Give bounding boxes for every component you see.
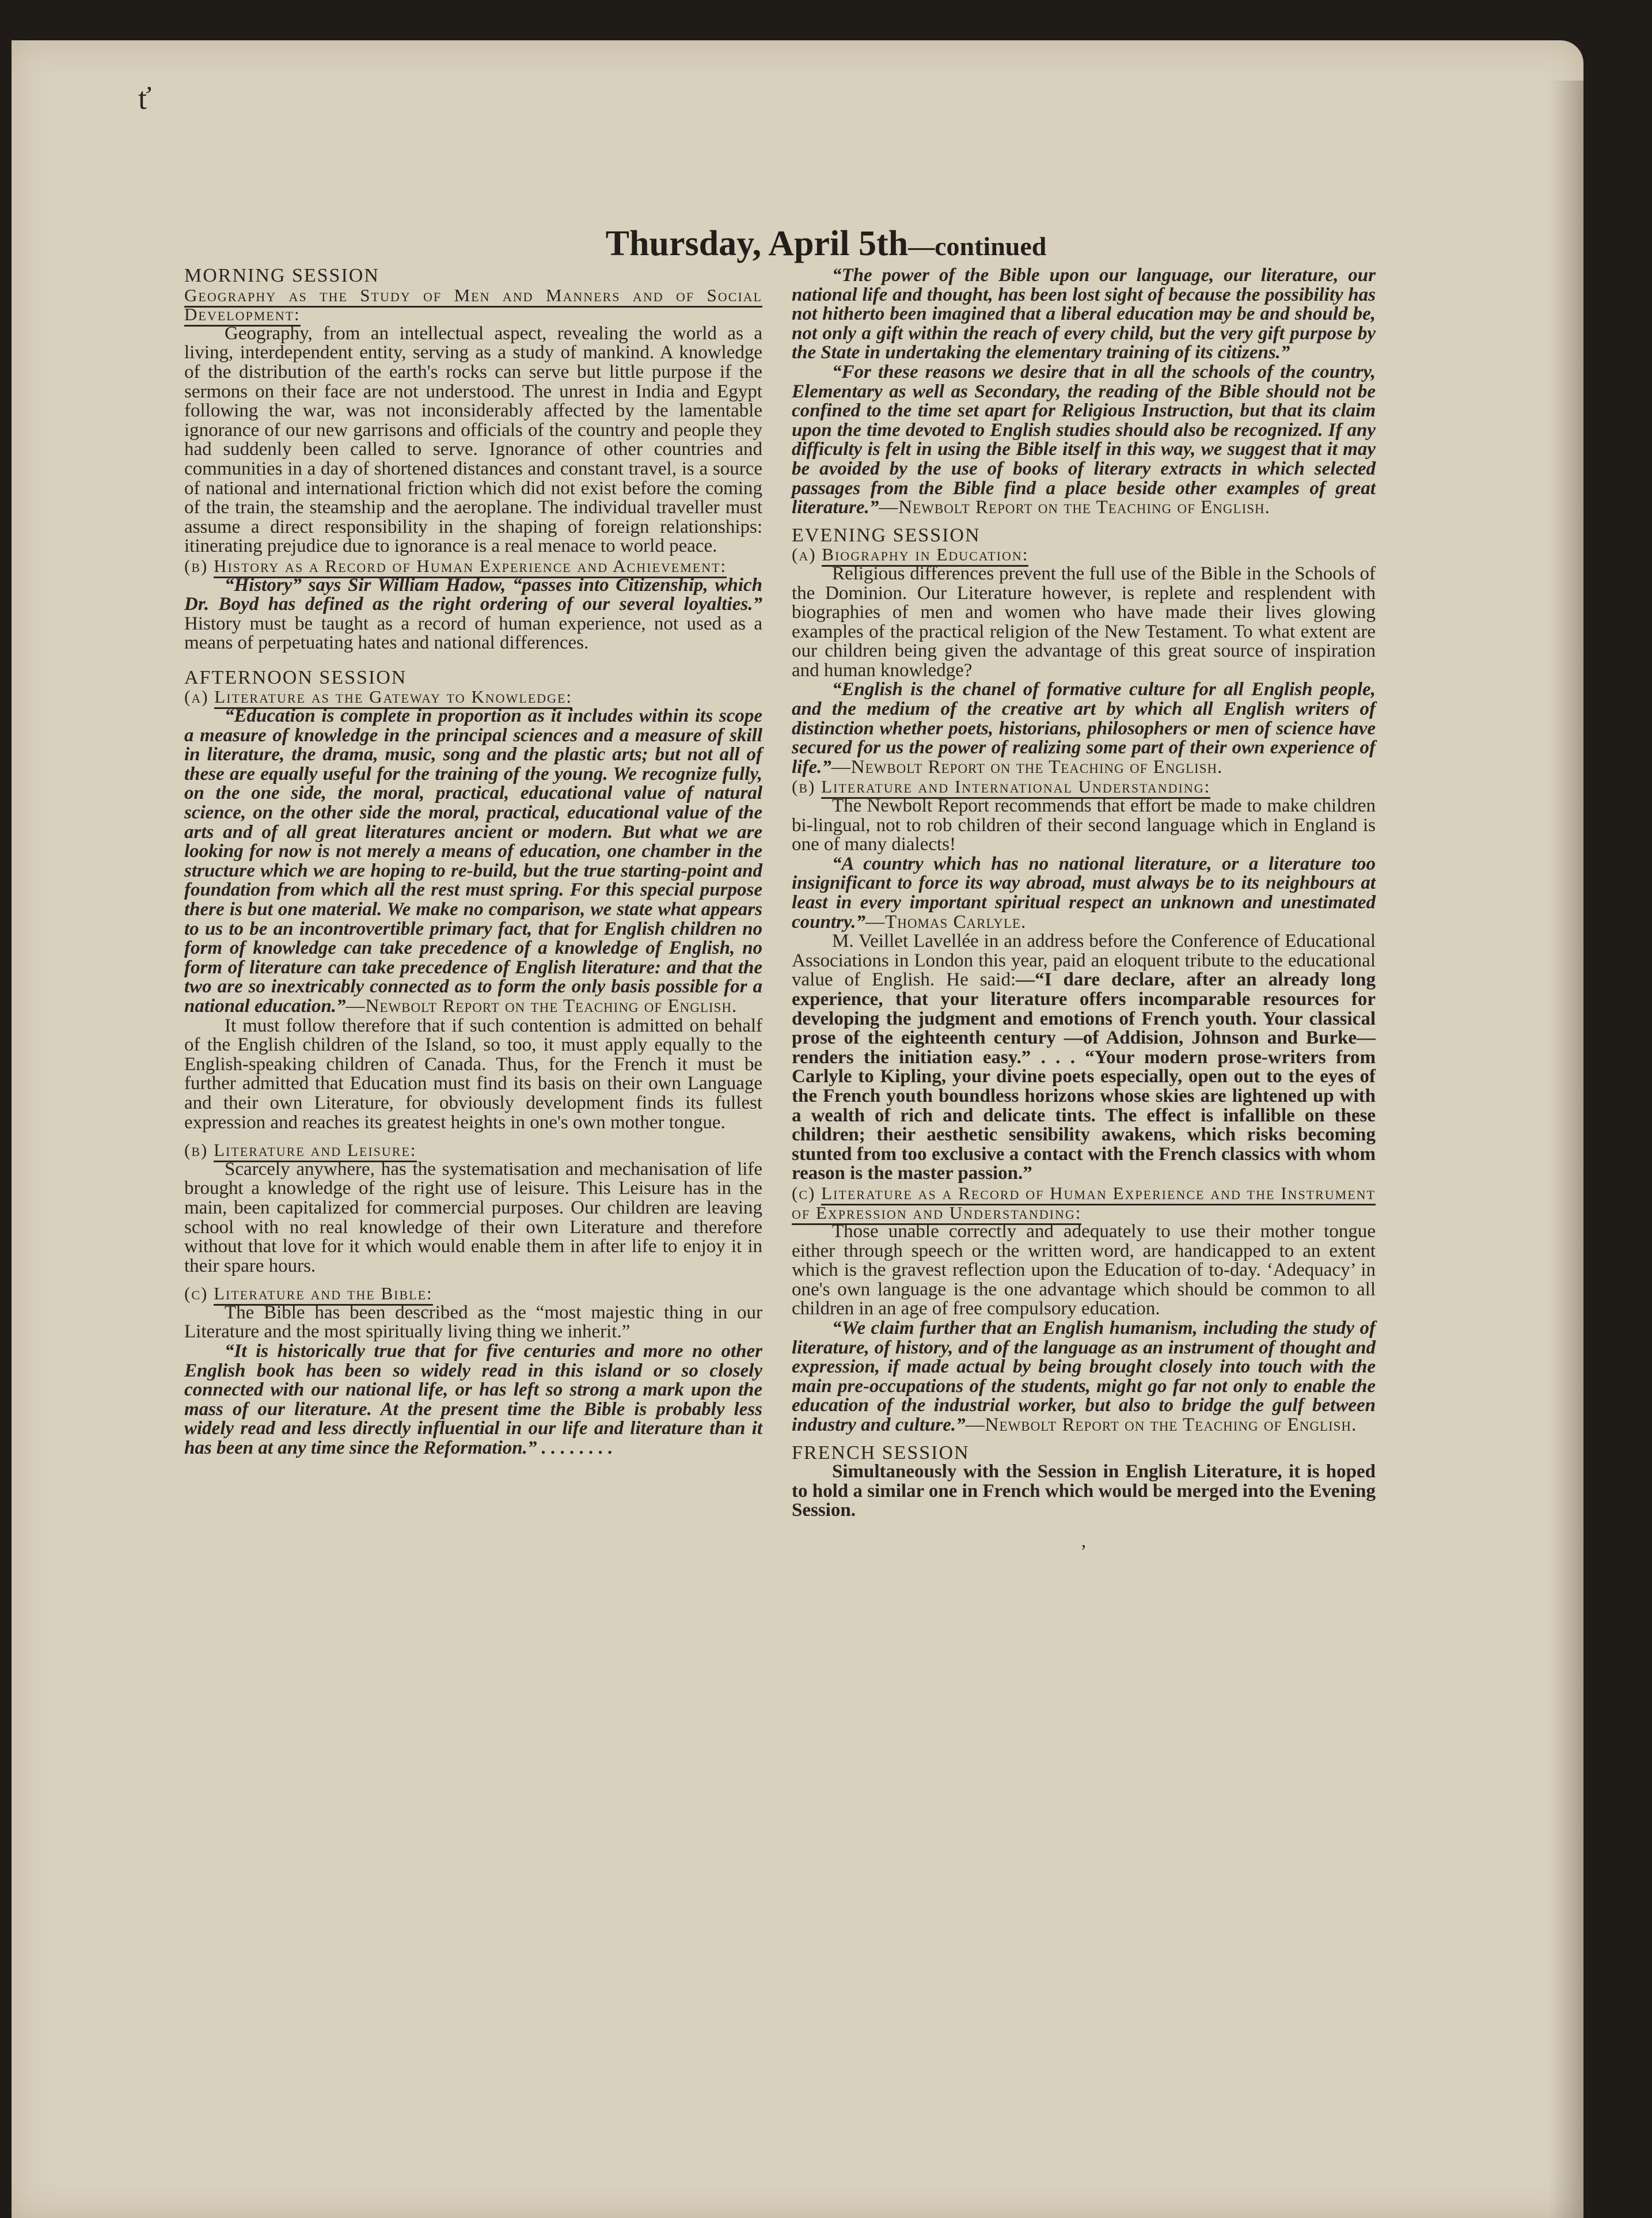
leisure-heading: (b) Literature and Leisure: [184, 1140, 762, 1160]
right-column [792, 266, 1376, 1552]
french-session-paragraph: Simultaneously with the Session in English Literature, it is hoped to hold a similar one in French which would be merged into the Evening Session. [792, 1461, 1376, 1521]
corner-mark: ť [138, 81, 152, 116]
bible-paragraph: The Bible has been described as the “most majestic thing in our Literature and the most spiritually living thing we inherit.” [184, 1302, 762, 1343]
left-column [184, 266, 762, 1458]
veillet-paragraph: M. Veillet Lavellée in an address before the Conference of Educational Associations in London this year, paid an eloquent tribute to the educational value of English. He said:—“I dare declare, after an already long experience, that your literature offers incomparable resources for developing the judgment and emotions of French youth. Your classical prose of the eighteenth century —of Addision, Johnson and Burke—renders the initiation easy.” . . . “Your modern prose-writers from Carlyle to Kipling, your divine poets especially, open out to the eyes of the French youth boundless horizons whose skies are lightened up with a wealth of rich and delicate tints. The effect is infallible on these children; their aesthetic sensibility awakens, which risks becoming stunted from too exclusive a contact with the French classics with whom reason is the master passion.” [792, 931, 1376, 1184]
french-session-heading: FRENCH SESSION [792, 1442, 970, 1463]
history-paragraph: “History” says Sir William Hadow, “passes into Citizenship, which Dr. Boyd has defined as the right ordering of our several loyalties.” History must be taught as a record of human experience, not used as a means of perpetuating hates and national differences. [184, 574, 762, 654]
page-edge-shadow [1549, 81, 1583, 2218]
international-paragraph: The Newbolt Report recommends that effort be made to make children bi-lingual, not to rob children of their second language which in England is one of many dialects! [792, 795, 1376, 855]
bible-quote: “It is historically true that for five centuries and more no other English book has been so widely read in this island or so closely connected with our national life, or has left so strong a mark upon the mass of our literature. At the present time the Bible is probably less widely read and less directly influential in our life and literature than it has been at any time since the Reformation.” . . . . . . . . [184, 1341, 762, 1459]
evening-session-heading: EVENING SESSION [792, 524, 981, 546]
history-heading: (b) History as a Record of Human Experience and Achievement: [184, 556, 762, 576]
bottom-mark: , [1081, 1531, 1087, 1552]
carlyle-quote: “A country which has no national literature, or a literature too insignificant to force its way abroad, must always be to its neighbours at least in every important spiritual respect an unknown and unestimated country.”—Thomas Carlyle. [792, 853, 1376, 932]
record-quote: “We claim further that an English humanism, including the study of literature, of history, and of the language as an instrument of thought and expression, if made actual by being brought closely into touch with the main pre-occupations of the students, might go far not only to enable the education of the industrial worker, but also to bridge the gulf between industry and culture.”—Newbolt Report on the Teaching of English. [792, 1318, 1376, 1436]
morning-session-heading: MORNING SESSION [184, 265, 379, 286]
geography-paragraph: Geography, from an intellectual aspect, revealing the world as a living, interdependent entity, serving as a study of mankind. A knowledge of the distribution of the earth's rocks can serve but little purpose if the sermons on their face are not understood. The unrest in India and Egypt following the war, was not inconsiderably affected by the lamentable ignorance of our new garrisons and officials of the country and people they had suddenly been called to serve. Ignorance of other countries and communities in a day of shortened distances and constant travel, is a source of national and international friction which did not exist before the coming of the train, the steamship and the aeroplane. The individual traveller must assume a direct responsibility in the shaping of foreign relationships: itinerating prejudice due to ignorance is a real menace to world peace. [184, 323, 762, 557]
page-title [0, 223, 1652, 264]
bible-quote-continued: “The power of the Bible upon our language, our literature, our national life and thought, has been lost sight of because the possibility has not hitherto been imagined that a liberal education may be and should be, not only a gift within the reach of every child, but the very gift purpose by the State in undertaking the elementary training of its citizens.” [792, 265, 1376, 363]
record-paragraph: Those unable correctly and adequately to use their mother tongue either through speech or the written word, are handicapped to an extent which is the gravest reflection upon the Education of to-day. ‘Adequacy’ in one's own language is the one advantage which should be common to all children in an age of free compulsory education. [792, 1221, 1376, 1320]
literature-gateway-paragraph: It must follow therefore that if such contention is admitted on behalf of the English children of the Island, so too, it must apply equally to the English-speaking children of Canada. Thus, for the French it must be further admitted that Education must find its basis on their own Language and their own Literature, for obviously development finds its fullest expression and reaches its greatest heights in one's own mother tongue. [184, 1015, 762, 1133]
title-continued: —continued [908, 232, 1047, 261]
biography-heading: (a) Biography in Education: [792, 545, 1376, 564]
leisure-paragraph: Scarcely anywhere, has the systematisation and mechanisation of life brought a knowledge of the right use of leisure. This Leisure has in the main, been capitalized for commercial purposes. Our children are leaving school with no real knowledge of their own Literature and therefore without that love for it which would enable them in after life to enjoy it in their spare hours. [184, 1158, 762, 1276]
record-heading: (c) Literature as a Record of Human Experience and the Instrument of Expression and Understanding: [792, 1184, 1376, 1222]
literature-gateway-heading: (a) Literature as the Gateway to Knowledge: [184, 687, 762, 707]
biography-paragraph: Religious differences prevent the full use of the Bible in the Schools of the Dominion. Our Literature however, is replete and resplendent with biographies of men and women who have made their lives glowing examples of the practical religion of the New Testament. To what extent are our children being given the advantage of this great source of inspiration and human knowledge? [792, 563, 1376, 681]
literature-gateway-quote: “Education is complete in proportion as it includes within its scope a measure of knowledge in the principal sciences and a measure of skill in literature, the drama, music, song and the plastic arts; but not all of these are equally useful for the training of the young. We recognize fully, on the one side, the moral, practical, educational value of natural science, on the other side the moral, practical, educational value of the arts and of all great literatures ancient or modern. But what we are looking for now is not merely a means of education, one chamber in the structure which we are hoping to re-build, but the true starting-point and foundation from which all the rest must spring. For this special purpose there is but one material. We make no comparison, we state what appears to us to be an incontrovertible primary fact, that for English children no form of knowledge can take precedence of a knowledge of English, no form of literature can take precedence of English literature: and that the two are so inextricably connected as to form the only basis possible for a national education.”—Newbolt Report on the Teaching of English. [184, 706, 762, 1017]
geography-heading: Geography as the Study of Men and Manners and of Social Development: [184, 286, 762, 324]
biography-quote: “English is the chanel of formative culture for all English people, and the medium of the creative art by which all English writers of distinction whether poets, historians, philosophers or men of science have secured for us the power of realizing some part of their own experience of life.”—Newbolt Report on the Teaching of English. [792, 679, 1376, 778]
bible-heading: (c) Literature and the Bible: [184, 1284, 762, 1303]
international-heading: (b) Literature and International Understanding: [792, 777, 1376, 797]
bible-quote-schools: “For these reasons we desire that in all the schools of the country, Elementary as well as Secondary, the reading of the Bible should not be confined to the time set apart for Religious Instruction, but that its claim upon the time devoted to English studies should also be recognized. If any difficulty is felt in using the Bible itself in this way, we suggest that it may be avoided by the use of books of literary extracts in which selected passages from the Bible find a place beside other examples of great literature.”—Newbolt Report on the Teaching of English. [792, 361, 1376, 518]
afternoon-session-heading: AFTERNOON SESSION [184, 666, 407, 688]
title-main: Thursday, April 5th [605, 224, 909, 263]
